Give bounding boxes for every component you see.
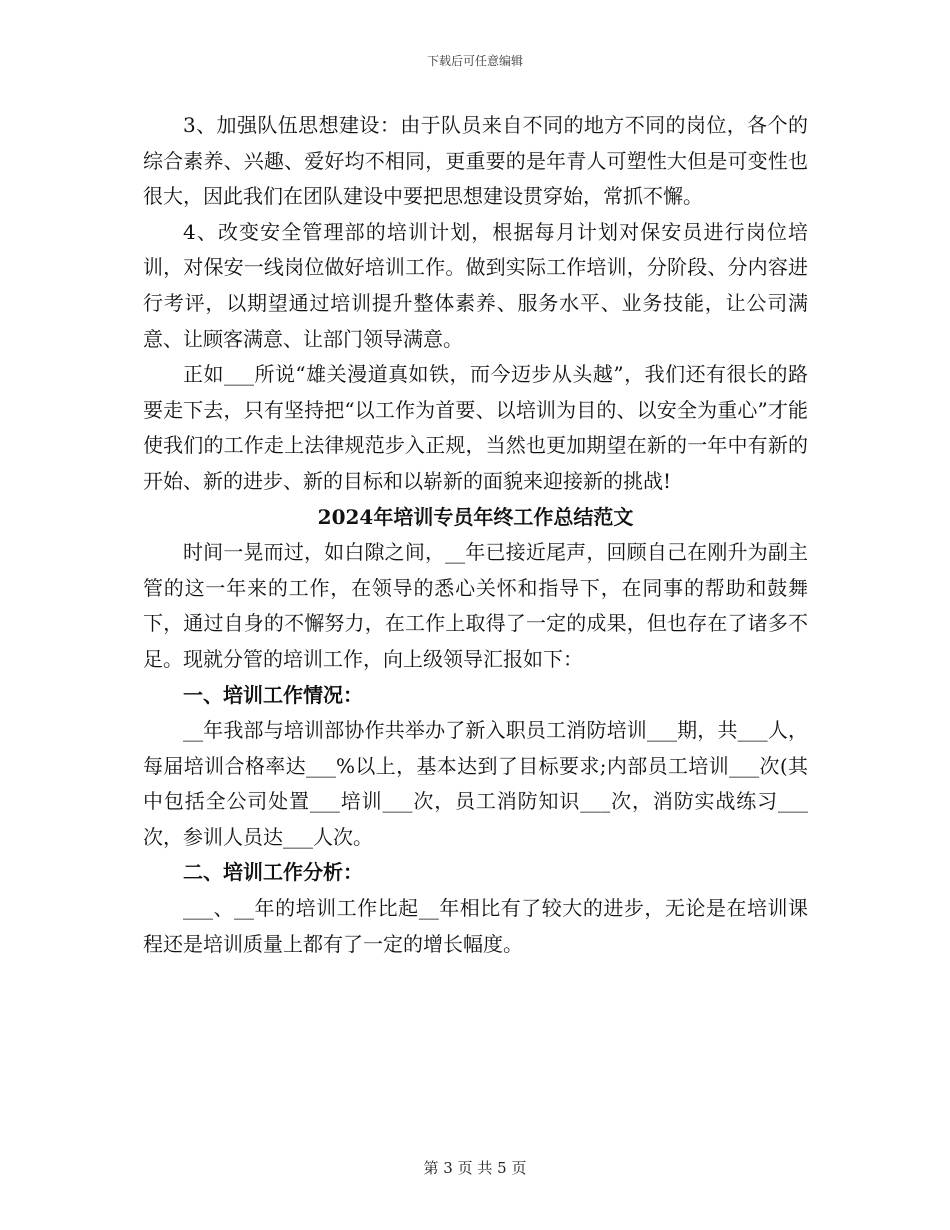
section-heading-training-analysis: 二、培训工作分析： <box>183 860 363 885</box>
document-title: 2024年培训专员年终工作总结范文 <box>317 504 634 529</box>
paragraph-closing: 正如___所说“雄关漫道真如铁，而今迈步从头越”，我们还有很长的路要走下去，只有坚持把“以工作为首要、以培训为目的、以安全为重心”才能使我们的工作走上法律规范步入正规，当然也更加期望在新的一年中有新的开始、新的进步、新的目标和以崭新的面貌来迎接新的挑战! <box>143 362 808 493</box>
paragraph-intro: 时间一晃而过，如白隙之间，__年已接近尾声，回顾自己在刚升为副主管的这一年来的工作，在领导的悉心关怀和指导下，在同事的帮助和鼓舞下，通过自身的不懈努力，在工作上取得了一定的成果，但也存在了诸多不足。现就分管的培训工作，向上级领导汇报如下： <box>143 540 808 671</box>
section-heading-training-status: 一、培训工作情况： <box>183 682 363 707</box>
document-body <box>143 108 808 962</box>
paragraph-training-plan: 4、改变安全管理部的培训计划，根据每月计划对保安员进行岗位培训，对保安一线岗位做好培训工作。做到实际工作培训，分阶段、分内容进行考评，以期望通过培训提升整体素养、服务水平、业务技能，让公司满意、让顾客满意、让部门领导满意。 <box>143 219 808 351</box>
page-footer: 第 3 页 共 5 页 <box>423 1159 527 1177</box>
paragraph-team-building: 3、加强队伍思想建设：由于队员来自不同的地方不同的岗位，各个的综合素养、兴趣、爱好均不相同，更重要的是年青人可塑性大但是可变性也很大，因此我们在团队建设中要把思想建设贯穿始，常抓不懈。 <box>143 113 808 209</box>
paragraph-training-status: __年我部与培训部协作共举办了新入职员工消防培训___期，共___人，每届培训合格率达___%以上，基本达到了目标要求;内部员工培训___次(其中包括全公司处置___培训___次，员工消防知识___次，消防实战练习___次，参训人员达___人次。 <box>143 718 808 849</box>
page-header: 下载后可任意编辑 <box>426 54 523 68</box>
paragraph-training-analysis: ___、__年的培训工作比起__年相比有了较大的进步，无论是在培训课程还是培训质量上都有了一定的增长幅度。 <box>143 896 808 956</box>
